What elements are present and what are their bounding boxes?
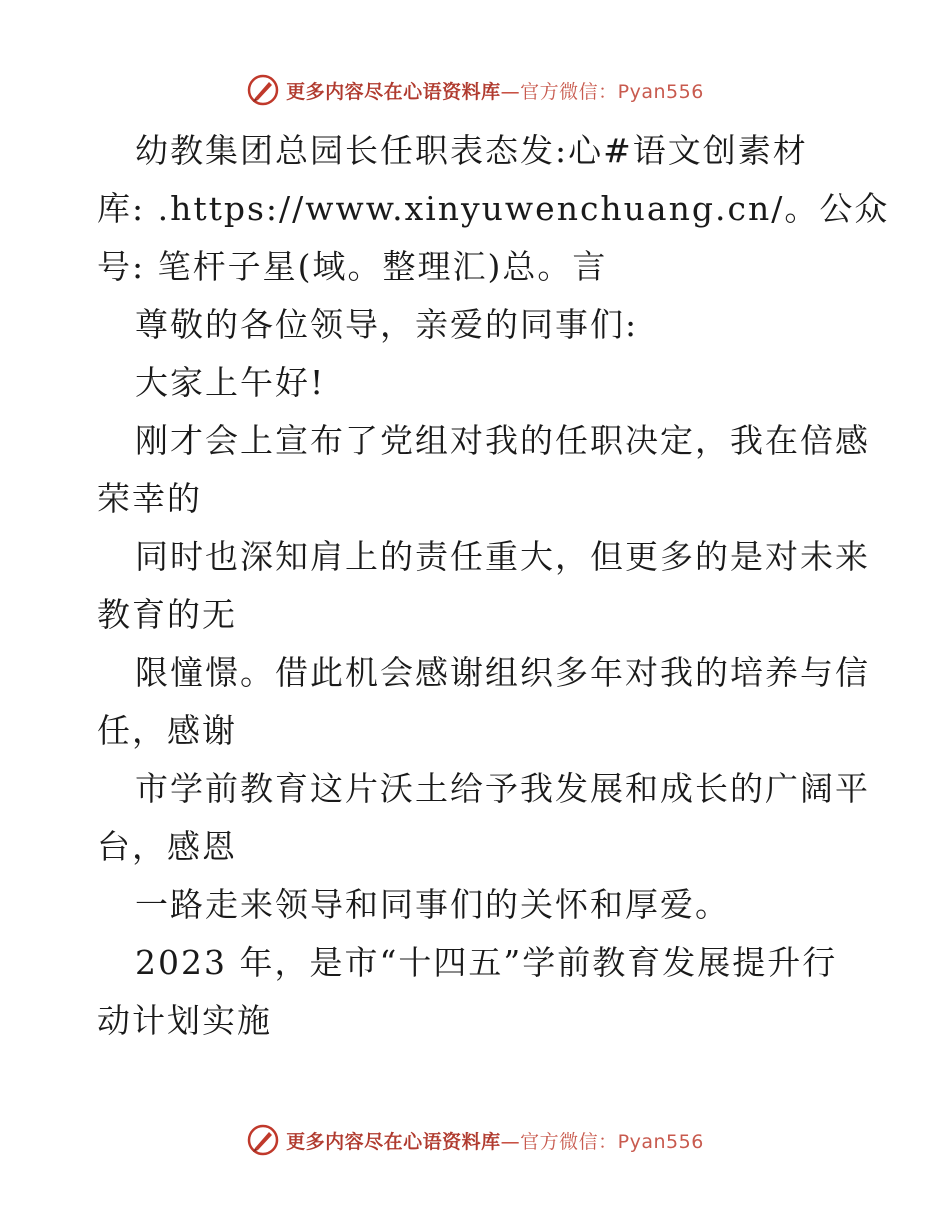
pen-logo-icon [246, 73, 280, 107]
paragraph-line: 库: .https://www.xinyuwenchuang.cn/。公众 [97, 189, 890, 228]
paragraph-line: 任，感谢 [97, 711, 237, 750]
paragraph-line: 幼教集团总园长任职表态发:心#语文创素材 [135, 131, 808, 170]
paragraph-line: 台，感恩 [97, 827, 237, 866]
paragraph-line: 动计划实施 [97, 1001, 272, 1040]
paragraph-line: 市学前教育这片沃土给予我发展和成长的广阔平 [135, 769, 870, 808]
watermark-banner-bottom [0, 1120, 950, 1160]
watermark-text: 更多内容尽在心语资料库—官方微信：Pyan556 [286, 80, 704, 103]
paragraph-line: 2023 年，是市“十四五”学前教育发展提升行 [135, 943, 838, 982]
paragraph-line: 荣幸的 [97, 479, 202, 518]
paragraph-line: 刚才会上宣布了党组对我的任职决定，我在倍感 [135, 421, 870, 460]
paragraph-line: 号: 笔杆子星(域。整理汇)总。言 [97, 247, 608, 286]
paragraph-line: 限憧憬。借此机会感谢组织多年对我的培养与信 [135, 653, 870, 692]
paragraph-line: 教育的无 [97, 595, 237, 634]
paragraph-line: 同时也深知肩上的责任重大，但更多的是对未来 [135, 537, 870, 576]
watermark-text: 更多内容尽在心语资料库—官方微信：Pyan556 [286, 1130, 704, 1153]
paragraph-line: 大家上午好! [135, 363, 326, 402]
pen-logo-icon [246, 1123, 280, 1157]
paragraph-line: 一路走来领导和同事们的关怀和厚爱。 [135, 885, 730, 924]
watermark-banner-top [0, 70, 950, 110]
paragraph-line: 尊敬的各位领导，亲爱的同事们: [135, 305, 639, 344]
document-body [97, 122, 890, 1050]
